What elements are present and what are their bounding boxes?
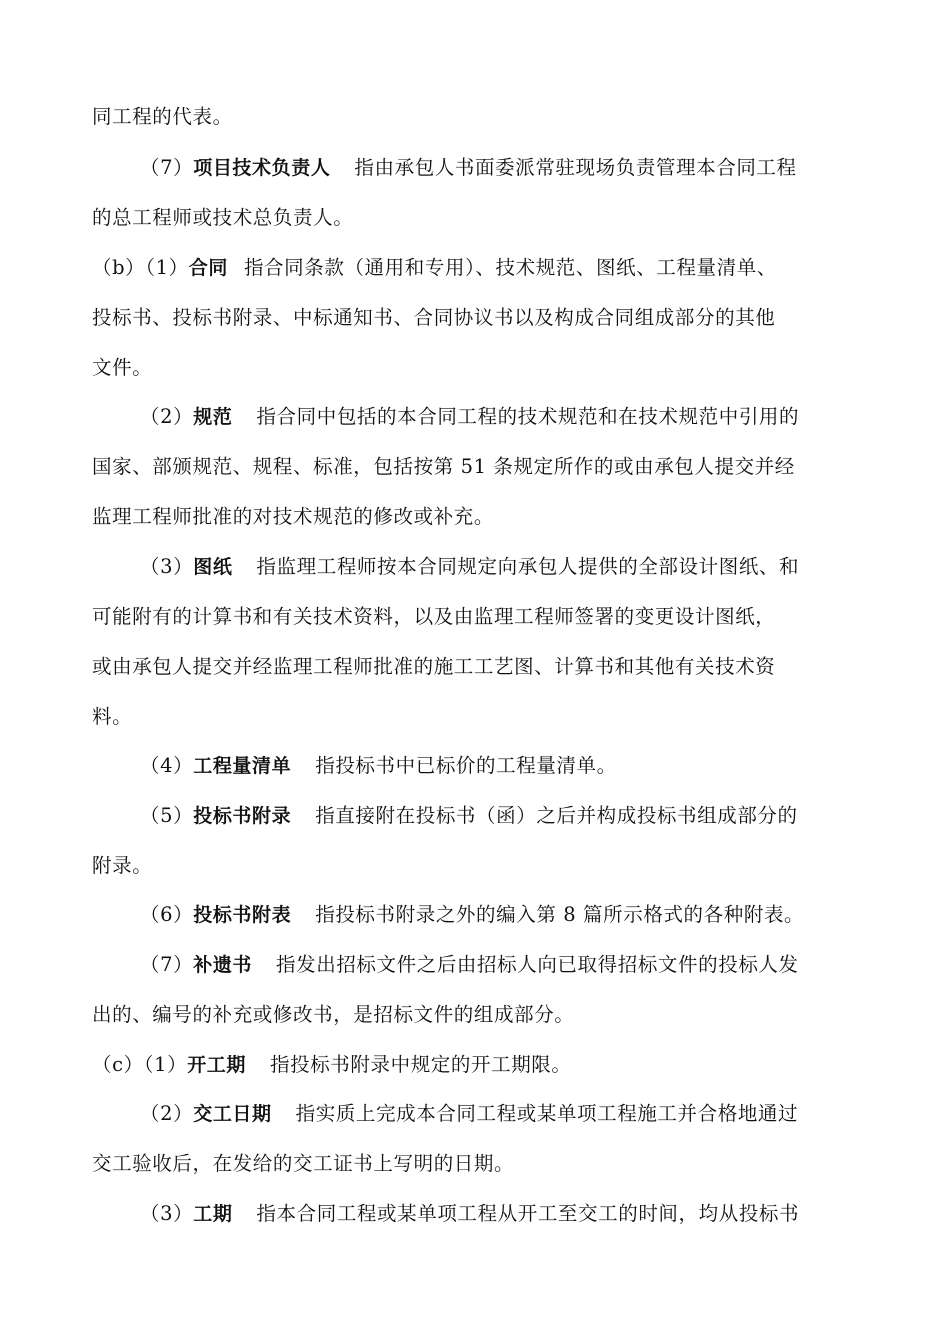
clause-term: 投标书附录 [193,805,292,827]
clause-addendum [140,948,882,982]
clause-text: 指投标书附录之外的编入第 8 篇所示格式的各种附表。 [315,903,805,926]
clause-number: （3） [140,555,194,578]
text-line: 附录。 [92,854,153,877]
clause-text: 指本合同工程或某单项工程从开工至交工的时间，均从投标书 [256,1202,800,1225]
clause-text: 指合同中包括的本合同工程的技术规范和在技术规范中引用的 [256,405,800,428]
clause-text: 指发出招标文件之后由招标人向已取得招标文件的投标人发 [276,953,799,976]
clause-contract [92,251,882,285]
text-line: 或由承包人提交并经监理工程师批准的施工工艺图、计算书和其他有关技术资 [92,655,776,678]
clause-term: 交工日期 [193,1103,272,1125]
clause-bill-of-quantities [140,749,882,783]
text-line: 可能附有的计算书和有关技术资料，以及由监理工程师签署的变更设计图纸， [92,605,776,628]
clause-term: 合同 [188,257,228,279]
text-line: 文件。 [92,356,153,379]
clause-specification [140,400,882,434]
clause-number: （7） [140,953,194,976]
clause-number: （4） [140,754,194,777]
clause-text: 指由承包人书面委派常驻现场负责管理本合同工程 [354,156,797,179]
clause-number: （3） [140,1202,194,1225]
text-line: 交工验收后，在发给的交工证书上写明的日期。 [92,1152,515,1175]
clause-text: 指直接附在投标书（函）之后并构成投标书组成部分的 [315,804,798,827]
clause-text: 指监理工程师按本合同规定向承包人提供的全部设计图纸、和 [256,555,800,578]
clause-tender-schedules [140,898,882,932]
clause-text: 指投标书附录中规定的开工期限。 [270,1053,572,1076]
clause-number: （5） [140,804,194,827]
clause-number: （2） [140,1102,194,1125]
clause-term: 工程量清单 [193,755,292,777]
clause-term: 项目技术负责人 [193,157,331,179]
clause-construction-period [140,1197,882,1231]
text-line: 出的、编号的补充或修改书，是招标文件的组成部分。 [92,1003,575,1026]
text-line: 投标书、投标书附录、中标通知书、合同协议书以及构成合同组成部分的其他 [92,306,776,329]
clause-drawings [140,550,882,584]
text-line: 国家、部颁规范、规程、标准，包括按第 51 条规定所作的或由承包人提交并经 [92,455,795,478]
clause-term: 图纸 [193,556,233,578]
clause-term: 补遗书 [193,954,253,976]
clause-term: 规范 [193,406,233,428]
clause-text: 指实质上完成本合同工程或某单项工程施工并合格地通过 [295,1102,799,1125]
clause-text: 指合同条款（通用和专用）、技术规范、图纸、工程量清单、 [243,256,777,279]
clause-completion-date [140,1097,882,1131]
text-line: 监理工程师批准的对技术规范的修改或补充。 [92,505,495,528]
clause-commencement-period [92,1048,882,1082]
clause-number: （2） [140,405,194,428]
text-line: 料。 [92,705,133,728]
clause-tender-appendix [140,799,882,833]
clause-number: （6） [140,903,194,926]
clause-term: 开工期 [187,1054,246,1076]
clause-text: 指投标书中已标价的工程量清单。 [315,754,617,777]
clause-number: （c）（1） [92,1053,188,1076]
clause-number: （7） [140,156,194,179]
text-line: 同工程的代表。 [92,105,233,128]
clause-term: 投标书附表 [193,904,292,926]
text-line: 的总工程师或技术总负责人。 [92,206,354,229]
clause-term: 工期 [193,1203,233,1225]
clause-project-technical-lead [140,151,882,185]
clause-number: （b）（1） [92,256,189,279]
